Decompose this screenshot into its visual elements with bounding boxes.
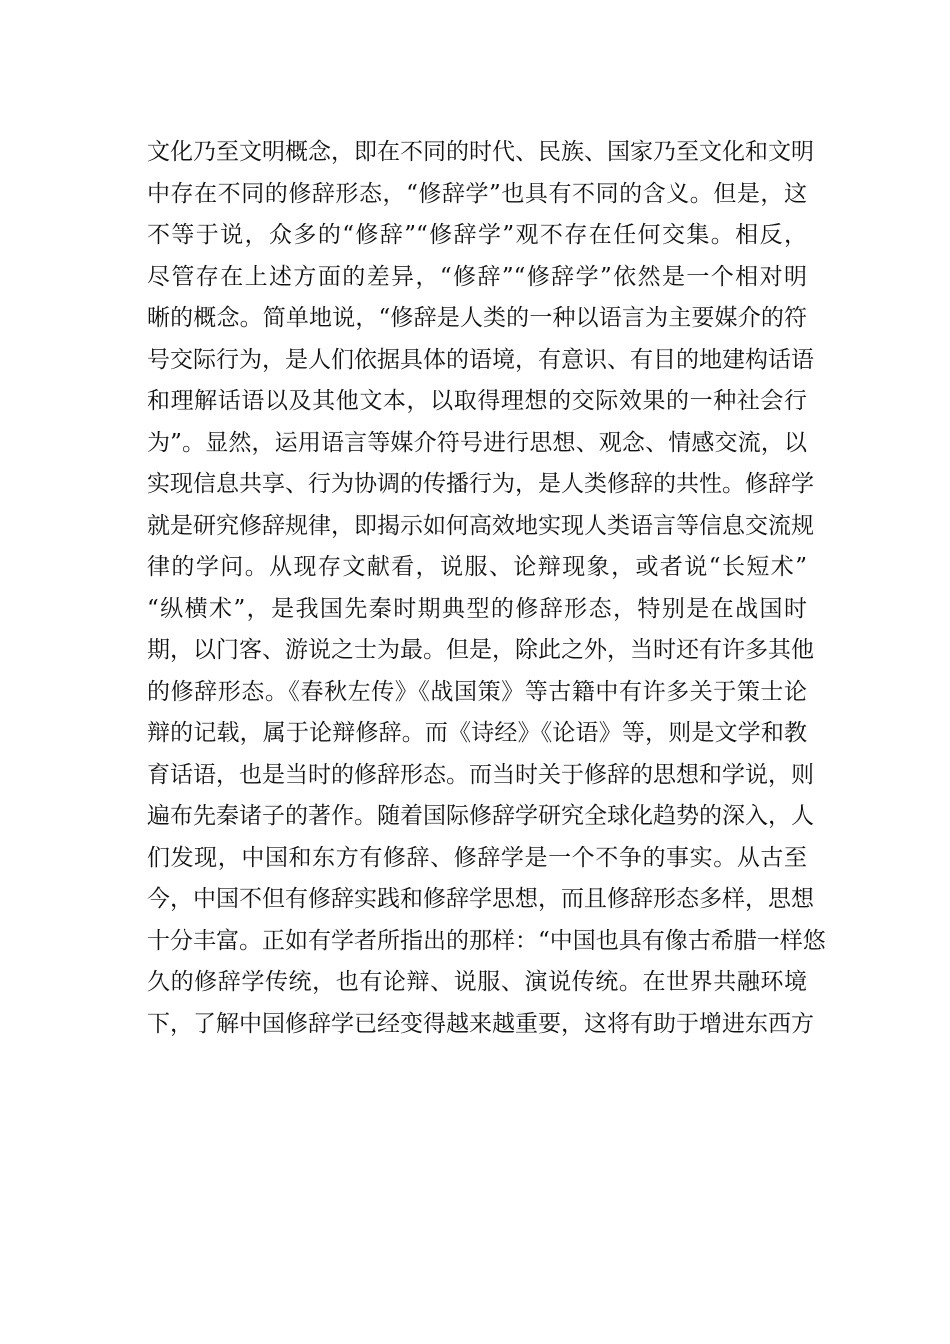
text-line: “纵横术”，是我国先秦时期典型的修辞形态，特别是在战国时: [147, 595, 807, 622]
text-line: 为”。显然，运用语言等媒介符号进行思想、观念、情感交流，以: [147, 429, 807, 456]
text-line: 辩的记载，属于论辩修辞。而《诗经》《论语》等，则是文学和教: [147, 720, 807, 746]
text-line: 久的修辞学传统，也有论辩、说服、演说传统。在世界共融环境: [147, 969, 807, 995]
text-line: 不等于说，众多的“修辞”“修辞学”观不存在任何交集。相反，: [147, 222, 807, 248]
text-line: 的修辞形态。《春秋左传》《战国策》等古籍中有许多关于策士论: [147, 678, 807, 705]
text-line: 育话语，也是当时的修辞形态。而当时关于修辞的思想和学说，则: [147, 761, 814, 788]
text-line: 文化乃至文明概念，即在不同的时代、民族、国家乃至文化和文明: [147, 139, 814, 165]
text-line: 号交际行为，是人们依据具体的语境，有意识、有目的地建构话语: [147, 346, 814, 373]
text-line: 今，中国不但有修辞实践和修辞学思想，而且修辞形态多样，思想: [147, 886, 814, 912]
text-line: 期，以门客、游说之士为最。但是，除此之外，当时还有许多其他: [147, 637, 814, 663]
text-line: 律的学问。从现存文献看，说服、论辩现象，或者说“长短术”: [147, 554, 807, 580]
text-line: 中存在不同的修辞形态，“修辞学”也具有不同的含义。但是，这: [147, 180, 807, 207]
text-line: 实现信息共享、行为协调的传播行为，是人类修辞的共性。修辞学: [147, 471, 814, 497]
text-line: 十分丰富。正如有学者所指出的那样：“中国也具有像古希腊一样悠: [147, 927, 826, 954]
text-line: 和理解话语以及其他文本，以取得理想的交际效果的一种社会行: [147, 388, 807, 414]
text-line: 遍布先秦诸子的著作。随着国际修辞学研究全球化趋势的深入，人: [147, 803, 814, 829]
text-line: 们发现，中国和东方有修辞、修辞学是一个不争的事实。从古至: [147, 844, 807, 871]
text-line: 就是研究修辞规律，即揭示如何高效地实现人类语言等信息交流规: [147, 512, 814, 539]
text-line: 晰的概念。简单地说，“修辞是人类的一种以语言为主要媒介的符: [147, 305, 807, 331]
body-paragraph: [147, 132, 826, 1045]
text-line: 尽管存在上述方面的差异，“修辞”“修辞学”依然是一个相对明: [147, 263, 807, 290]
text-line: 下，了解中国修辞学已经变得越来越重要，这将有助于增进东西方: [147, 1010, 814, 1037]
